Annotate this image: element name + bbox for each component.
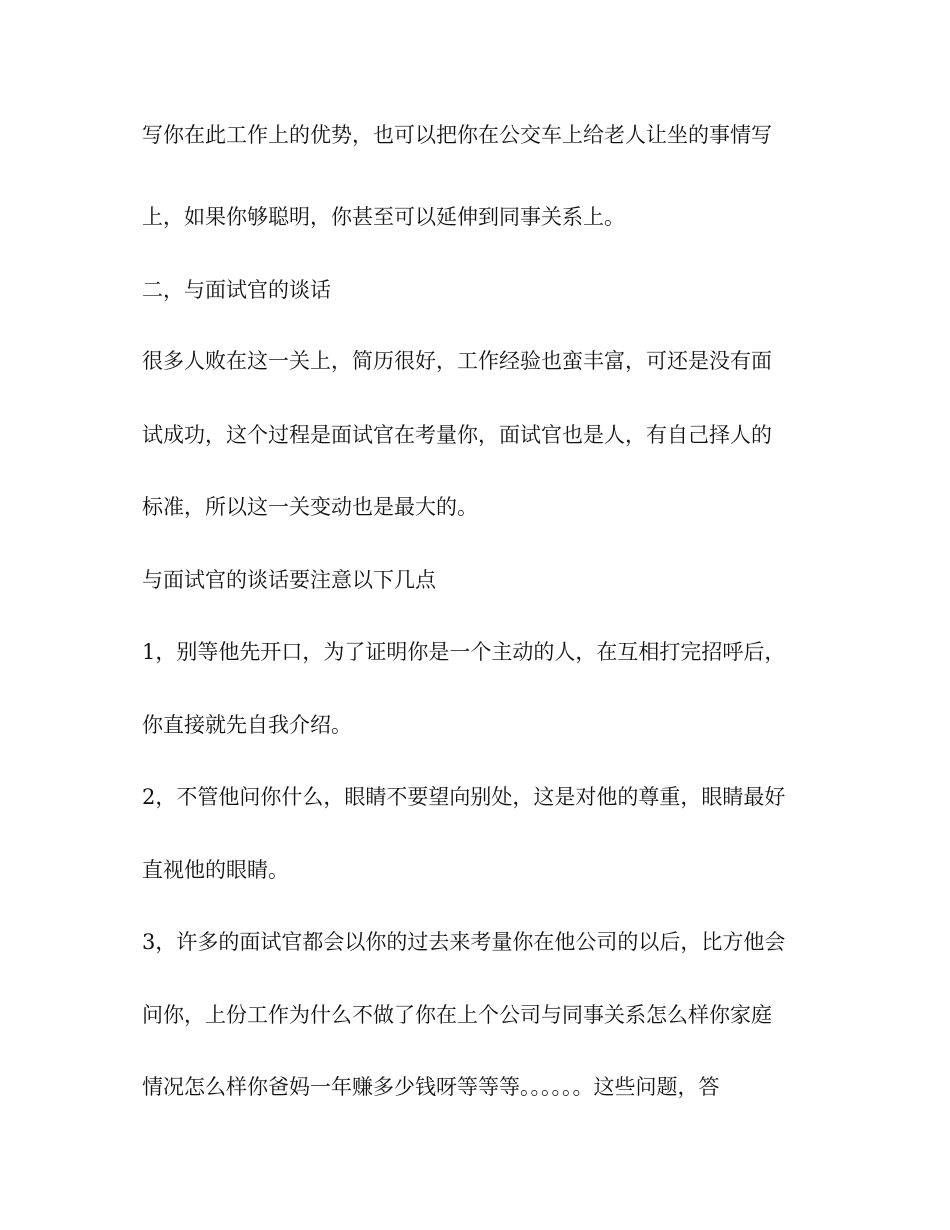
text-line: 很多人败在这一关上，简历很好，工作经验也蛮丰富，可还是没有面 — [142, 349, 772, 373]
list-item: 1，别等他先开口，为了证明你是一个主动的人，在互相打完招呼后， — [142, 640, 786, 664]
text-line: 你直接就先自我介绍。 — [142, 713, 352, 737]
list-item: 2，不管他问你什么，眼睛不要望向别处，这是对他的尊重，眼睛最好 — [142, 785, 786, 809]
text-line: 情况怎么样你爸妈一年赚多少钱呀等等等。。。。。。这些问题，答 — [142, 1075, 720, 1099]
list-item: 3，许多的面试官都会以你的过去来考量你在他公司的以后，比方他会 — [142, 930, 786, 954]
text-line: 上，如果你够聪明，你甚至可以延伸到同事关系上。 — [142, 205, 625, 229]
text-line: 与面试官的谈话要注意以下几点 — [142, 568, 436, 592]
text-line: 问你，上份工作为什么不做了你在上个公司与同事关系怎么样你家庭 — [142, 1003, 772, 1027]
text-line: 直视他的眼睛。 — [142, 858, 289, 882]
section-heading: 二，与面试官的谈话 — [142, 278, 331, 302]
text-line: 标准，所以这一关变动也是最大的。 — [142, 495, 478, 519]
text-line: 写你在此工作上的优势，也可以把你在公交车上给老人让坐的事情写 — [142, 123, 772, 147]
text-line: 试成功，这个过程是面试官在考量你，面试官也是人，有自己择人的 — [142, 423, 772, 447]
